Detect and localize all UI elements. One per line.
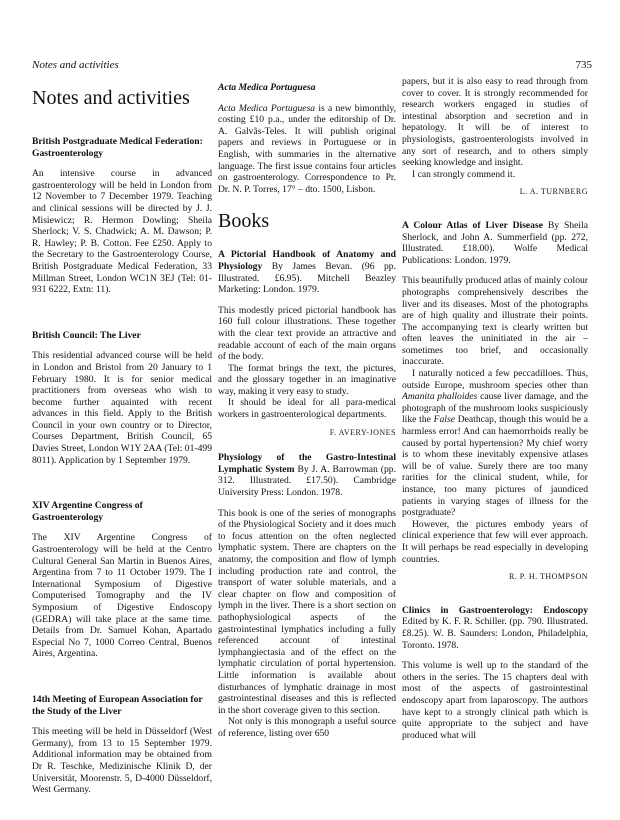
notice-heading: Acta Medica Portuguesa bbox=[218, 82, 316, 93]
review-paragraph: I naturally noticed a few peccadilloes. Thus, outside Europe, mushroom species other than Amanita phalloides cause liver damage, and the photograph of the mushroom looks suspiciously like the False Deathcap, though this would be a harmless error! And can haemorrhoids really be caused by portal hypertension? My chief worry is to whom these inevitably expensive atlases will be of value. Surely there are too many rarities for the clinical student, while, for instance, too many pictures of jaundiced patients in varying stages of illness for the postgraduate? bbox=[402, 368, 588, 519]
notice-heading: British Council: The Liver bbox=[32, 329, 141, 341]
book-citation bbox=[218, 452, 396, 498]
book-details: By Sheila Sherlock, and John A. Summerfield (pp. 272, Illustrated. £18.00). Wolfe Medical Publications: London. 1979. bbox=[402, 219, 589, 266]
page-number: 735 bbox=[575, 59, 592, 71]
journal-name: Acta Medica Portuguesa bbox=[218, 102, 316, 114]
book-review-pictorial-handbook bbox=[218, 249, 396, 438]
book-citation bbox=[218, 249, 396, 295]
notice-acta bbox=[218, 82, 396, 195]
review-paragraph: However, the pictures embody years of clinical experience that few will ever approach. It will perhaps be read especially in developing countries. bbox=[402, 518, 588, 565]
running-head bbox=[32, 59, 592, 71]
book-title: A Colour Atlas of Liver Disease bbox=[402, 219, 543, 231]
book-title: Physiology of the Gastro-Intestinal Lymphatic System bbox=[218, 452, 396, 475]
book-title: A Pictorial Handbook of Anatomy and Physiology bbox=[218, 249, 396, 272]
notice-body: An intensive course in advanced gastroenterology will be held in London from 12 November to 7 December 1979. Teaching and clinical sessions will be directed by J. J. Misiewicz; R. Hermon Dowling; Sheila Sherlock; V. S. Chadwick; A. M. Dawson; P. R. Hawley; P. B. Cotton. Fee £250. Apply to the Secretary to the Gastroenterology Course, British Postgraduate Medical Federation, 33 Millman Street, London WC1N 3EJ (Tel: 01-931 6222, Extn: 11). bbox=[32, 168, 212, 296]
book-citation bbox=[402, 605, 588, 651]
column-right bbox=[402, 76, 588, 741]
notice-body: This residential advanced course will be held in London and Bristol from 20 January to 1 February 1980. It is for senior medical practitioners from overseas who wish to become further aquainted with recent advances in this field. Apply to the British Council in your own country or to Director, Courses Department, British Council, 65 Davies Street, London W1Y 2AA (Tel: 01-499 8011). Application by 1 September 1979. bbox=[32, 350, 212, 466]
review-paragraph: The format brings the text, the pictures, and the glossary together in an imaginative way, making it very easy to study. bbox=[218, 362, 396, 397]
review-paragraph: This volume is well up to the standard of the others in the series. The 15 chapters deal with most of the aspects of gastrointestinal endoscopy apart from laparoscopy. The authors have kept to a strongly clinical path which is quite appropriate to the subject and have produced what will bbox=[402, 660, 588, 741]
running-head-title: Notes and activities bbox=[32, 59, 119, 71]
book-details: Edited by K. F. R. Schiller. (pp. 790. Illustrated. £8.25). W. B. Saunders: London, Philadelphia, Toronto. 1978. bbox=[402, 616, 588, 651]
book-review-liver-atlas bbox=[402, 220, 588, 583]
reviewer-signature: F. AVERY-JONES bbox=[329, 427, 396, 437]
notice-heading: British Postgraduate Medical Federation: Gastroenterology bbox=[32, 136, 203, 159]
notice-body: The XIV Argentine Congress of Gastroenterology will be held at the Centro Cultural General San Martin in Buenos Aires, Argentina from 7 to 11 October 1979. The I International Symposium of Digestive Computerised Tomography and the IV Symposium of Digestive Endoscopy (GEDRA) will take place at the same time. Details from Dr. Samuel Kohan, Apartado Especial No 7, 1000 Correo Central, Buenos Aires, Argentina. bbox=[32, 532, 212, 660]
book-title: Clinics in Gastroenterology: Endoscopy bbox=[402, 604, 588, 616]
reviewer-signature: R. P. H. THOMPSON bbox=[508, 572, 588, 582]
book-review-endoscopy bbox=[402, 605, 588, 742]
book-review-lymphatic-system bbox=[218, 452, 396, 739]
book-citation bbox=[402, 220, 588, 266]
notice-easl bbox=[32, 694, 212, 796]
section-title: Notes and activities bbox=[32, 87, 190, 109]
notice-bpmf bbox=[32, 136, 212, 296]
column-left bbox=[32, 82, 212, 796]
review-continuation: papers, but it is also easy to read through from cover to cover. It is strongly recommended for research workers engaged in studies of intestinal absorption and secretion and in hepatology. It will be of interest to physiologists, gastroenterologists involved in any sort of research, and to others simply seeking knowledge and insight. bbox=[402, 76, 588, 169]
notice-body: This meeting will be held in Düsseldorf (West Germany), from 13 to 15 September 1979. Additional information may be obtained from Dr R. Teschke, Medizinische Klinik D, der Universität, Moorenstr. 5, D-4000 Düsseldorf, West Germany. bbox=[32, 726, 212, 796]
review-paragraph: This modestly priced pictorial handbook has 160 full colour illustrations. These together with the clear text provide an attractive and readable account of each of the main organs of the body. bbox=[218, 304, 396, 363]
notice-body: Acta Medica Portuguesa is a new bimonthly, costing £10 p.a., under the editorship of Dr. A. Galvãs-Teles. It will publish original papers and reviews in Portuguese or in English, with summaries in the alternative language. The first issue contains four articles on gastroenterology. Correspondence to Pr. Dr. N. P. Torres, 17° – dto. 1500, Lisbon. bbox=[218, 102, 396, 195]
notice-heading: 14th Meeting of European Association for the Study of the Liver bbox=[32, 693, 203, 717]
review-closing: I can strongly commend it. bbox=[412, 168, 516, 180]
review-paragraph: Not only is this monograph a useful source of reference, listing over 650 bbox=[218, 716, 396, 739]
notice-argentine-congress bbox=[32, 500, 212, 660]
review-paragraph: This book is one of the series of monographs of the Physiological Society and it does much to focus attention on the often neglected lymphatic system. There are chapters on the anatomy, the composition and flow of lymph including production rate and control, the transport of water soluble materials, and a clear chapter on flow and composition of lymph in the liver. There is a short section on pathophysiological aspects of the gastrointestinal lymphatics including a fully referenced account of intestinal lymphangiectasia and of the effect on the lymphatic circulation of portal hypertension. Little information is available about disturbances of lymphatic drainage in most gastrointestinal diseases and this is reflected in the short coverage given to this section. bbox=[218, 507, 396, 716]
species-name: Amanita phalloides bbox=[402, 391, 478, 403]
column-middle bbox=[218, 82, 396, 740]
review-paragraph: This beautifully produced atlas of mainly colour photographs comprehensively describes the liver and its diseases. Most of the photographs are of high quality and illustrate their points. The accompanying text is clearly written but often leaves the uninitiated in the air – sometimes too brief, and occasionally inaccurate. bbox=[402, 275, 588, 368]
review-paragraph: It should be ideal for all para-medical workers in gastroenterological departments. bbox=[218, 397, 396, 421]
notice-heading: XIV Argentine Congress of Gastroenterology bbox=[32, 500, 143, 523]
books-title: Books bbox=[218, 210, 270, 233]
reviewer-signature: L. A. TURNBERG bbox=[519, 187, 588, 197]
book-details: By J. A. Barrowman (pp. 312. Illustrated. £17.50). Cambridge University Press: London. 1978. bbox=[218, 463, 396, 499]
notice-british-council bbox=[32, 330, 212, 467]
book-details: By James Bevan. (96 pp. Illustrated. £6.95). Mitchell Beazley Marketing: London. 1979. bbox=[218, 260, 396, 296]
